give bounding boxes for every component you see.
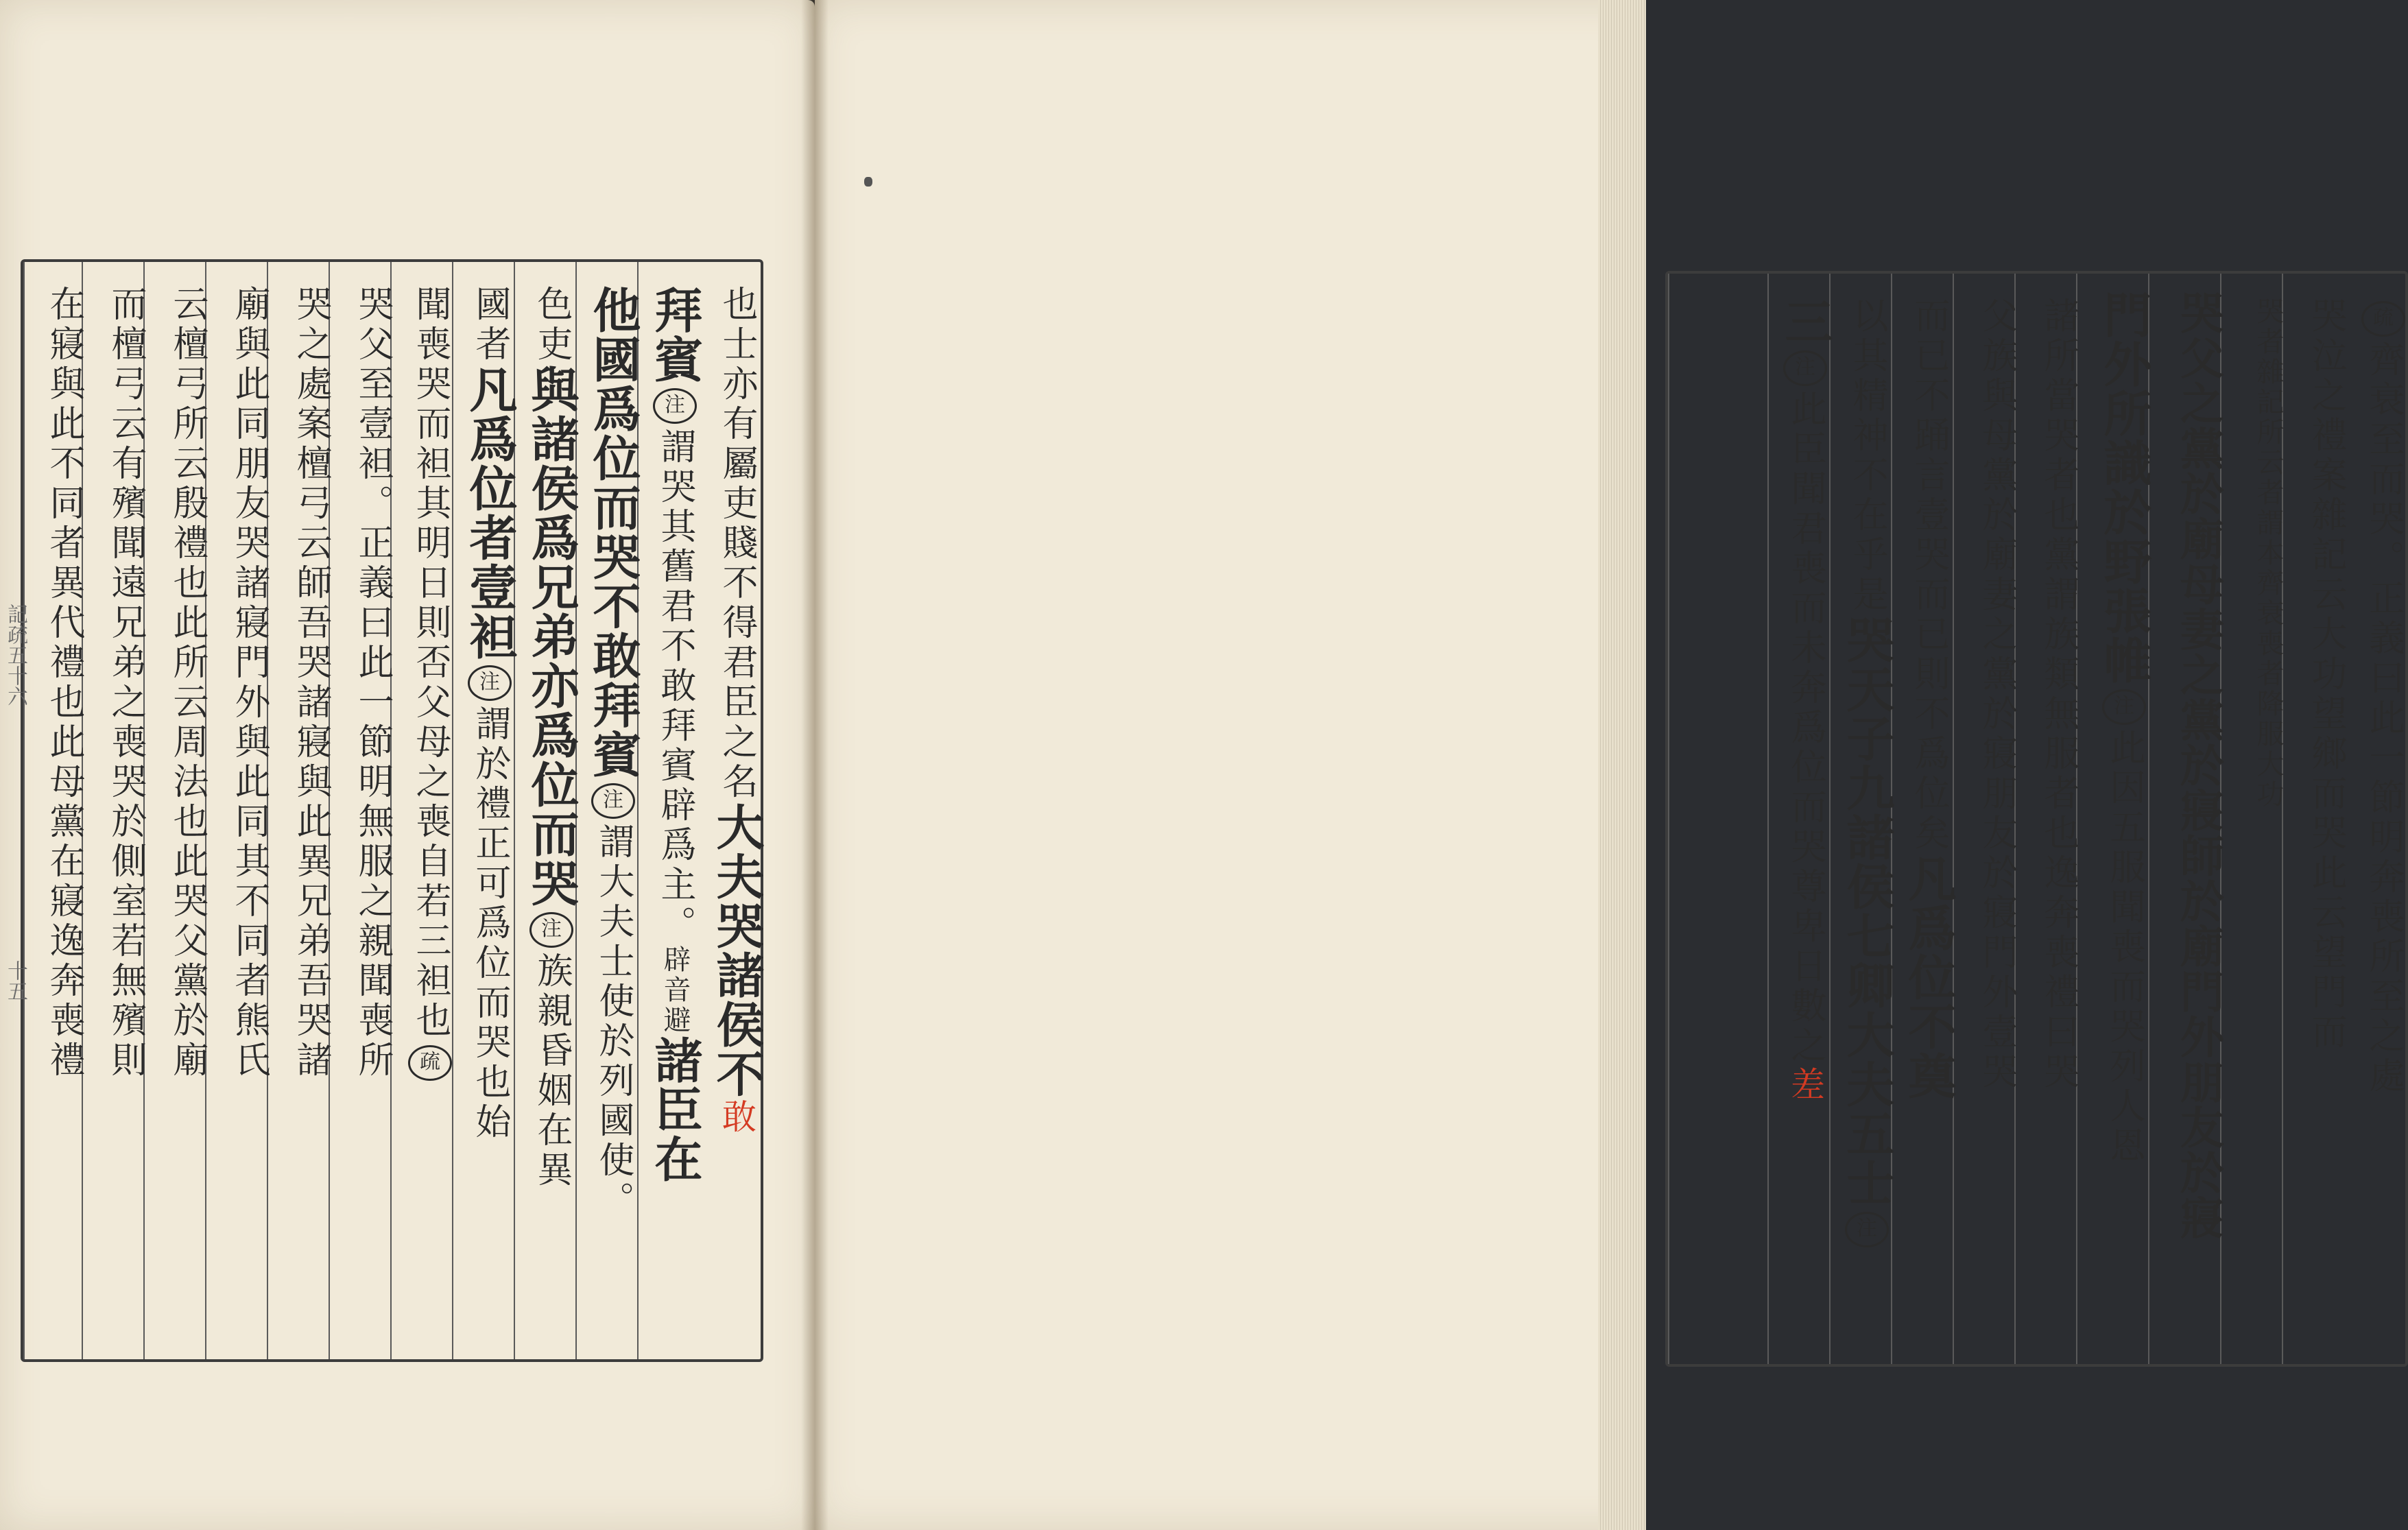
- left-margin-page-number: 十五: [3, 960, 27, 1001]
- annotation-seal: 注: [1845, 1212, 1889, 1247]
- column-text: 謂哭其舊君不敢拜賓辟爲主。: [654, 428, 695, 945]
- column-4: [514, 262, 580, 1359]
- annotation-seal: 注: [2102, 689, 2146, 725]
- left-text-frame: [21, 259, 763, 1362]
- annotation-seal: 注: [653, 388, 697, 424]
- book-gutter: [801, 0, 829, 1530]
- column-text: 色吏: [531, 285, 572, 365]
- column-text: 齊衰至而哭。正義曰此一節明奔喪所至之處: [2363, 341, 2404, 1097]
- column-main-text: 哭父之黨於廟母妻之黨於寢師於廟門外朋友於寢: [2173, 290, 2224, 1241]
- column-8: [267, 262, 329, 1359]
- column-main-text: 與諸侯爲兄弟亦爲位而哭: [523, 365, 580, 908]
- column-text: 父族與母黨於廟妻之黨於寢朋友於寢門外壹哭: [1976, 297, 2017, 1092]
- column-text: 而檀弓云有殯聞遠兄弟之喪哭於側室若無殯則: [105, 285, 146, 1081]
- left-page: [0, 0, 815, 1530]
- right-text-frame: [1665, 271, 2408, 1367]
- annotation-seal: 注: [591, 783, 635, 819]
- column-5: [2076, 274, 2153, 1364]
- column-main-text: 哭天子九諸侯七卿大夫五士: [1839, 615, 1896, 1208]
- red-correction: 敢: [717, 1099, 756, 1133]
- column-main-text: 三: [1777, 297, 1834, 346]
- column-text: 諸所當哭者也黨謂族類無服者也逸奔喪禮曰哭: [2038, 297, 2079, 1092]
- column-10: [143, 262, 208, 1359]
- column-small-text: 辟音避: [659, 945, 691, 1036]
- column-1: [699, 262, 765, 1359]
- column-3: [2220, 274, 2282, 1364]
- column-main-text: 門外所識於野張帷: [2096, 290, 2153, 685]
- annotation-seal: 注: [529, 912, 573, 948]
- column-7: [1953, 274, 2017, 1364]
- annotation-seal: 注: [468, 665, 512, 701]
- column-4: [2148, 274, 2224, 1364]
- column-text: 謂大夫士使於列國使。: [593, 823, 634, 1221]
- column-main-text: 大夫哭諸侯不: [708, 802, 765, 1099]
- column-7: [329, 262, 393, 1359]
- column-2: [2282, 274, 2344, 1364]
- column-2: [637, 262, 704, 1359]
- column-text: 聞喪哭而袒其明日則否父母之喪自若三袒也: [409, 285, 451, 1041]
- column-10: [1767, 274, 1834, 1364]
- column-blank: [1668, 274, 1767, 1364]
- annotation-seal: 疏: [2361, 301, 2405, 337]
- column-3: [575, 262, 642, 1359]
- left-margin-title: 記疏五十六: [3, 603, 27, 706]
- column-1: [2344, 274, 2405, 1364]
- column-text: 哭父至壹袒。正義曰此一節明無服之親聞喪所: [352, 285, 393, 1081]
- column-text: 族親昏姻在異: [531, 952, 572, 1191]
- column-main-text: 拜賓: [647, 285, 704, 384]
- column-text: 而已不踊言壹哭而已則不爲位矣: [1908, 297, 1949, 854]
- column-text: 以其精神不在乎是: [1846, 297, 1887, 615]
- column-text: 此臣聞君喪而未奔爲位而哭尊卑日數之: [1785, 390, 1826, 1066]
- column-text: 謂於禮正可爲位而哭也始: [469, 705, 510, 1143]
- column-9: [205, 262, 270, 1359]
- column-main-text: 凡爲位者壹袒: [462, 365, 518, 661]
- column-text: 哭之處案檀弓云師吾哭諸寢與此異兄弟吾哭諸: [290, 285, 331, 1081]
- annotation-seal: 疏: [408, 1045, 452, 1081]
- column-5: [452, 262, 518, 1359]
- column-text: 也士亦有屬吏賤不得君臣之名: [716, 285, 757, 802]
- column-text: 在寢與此不同者異代禮也此母黨在寢逸奔喪禮: [43, 285, 84, 1081]
- column-text: 云檀弓所云殷禮也此所云周法也此哭父黨於廟: [167, 285, 208, 1081]
- column-9: [1829, 274, 1896, 1364]
- annotation-seal: 注: [1783, 350, 1827, 386]
- column-8: [1891, 274, 1957, 1364]
- red-correction: 差: [1785, 1066, 1825, 1101]
- page-edges: [1598, 0, 1646, 1530]
- ink-spot: [864, 177, 872, 187]
- column-text: 國者: [469, 285, 510, 365]
- right-page: [815, 0, 2404, 1530]
- column-main-text: 他國爲位而哭不敢拜賓: [585, 285, 642, 779]
- column-11: [82, 262, 146, 1359]
- column-main-text: 諸臣在: [647, 1036, 704, 1184]
- column-text: 哭泣之禮案雜記云大功望鄉而哭此云望門而: [2305, 297, 2346, 1053]
- column-12: [23, 262, 82, 1359]
- column-6: [390, 262, 452, 1359]
- column-6: [2014, 274, 2079, 1364]
- column-main-text: 凡爲位不奠: [1900, 854, 1957, 1101]
- column-text: 此因五服聞喪而哭列人恩: [2103, 729, 2145, 1167]
- column-small-text: 哭者雜記所云者謂本齊衰喪者降服大功: [2252, 297, 2284, 810]
- column-text: 廟與此同朋友哭諸寢門外與此同其不同者熊氏: [228, 285, 270, 1081]
